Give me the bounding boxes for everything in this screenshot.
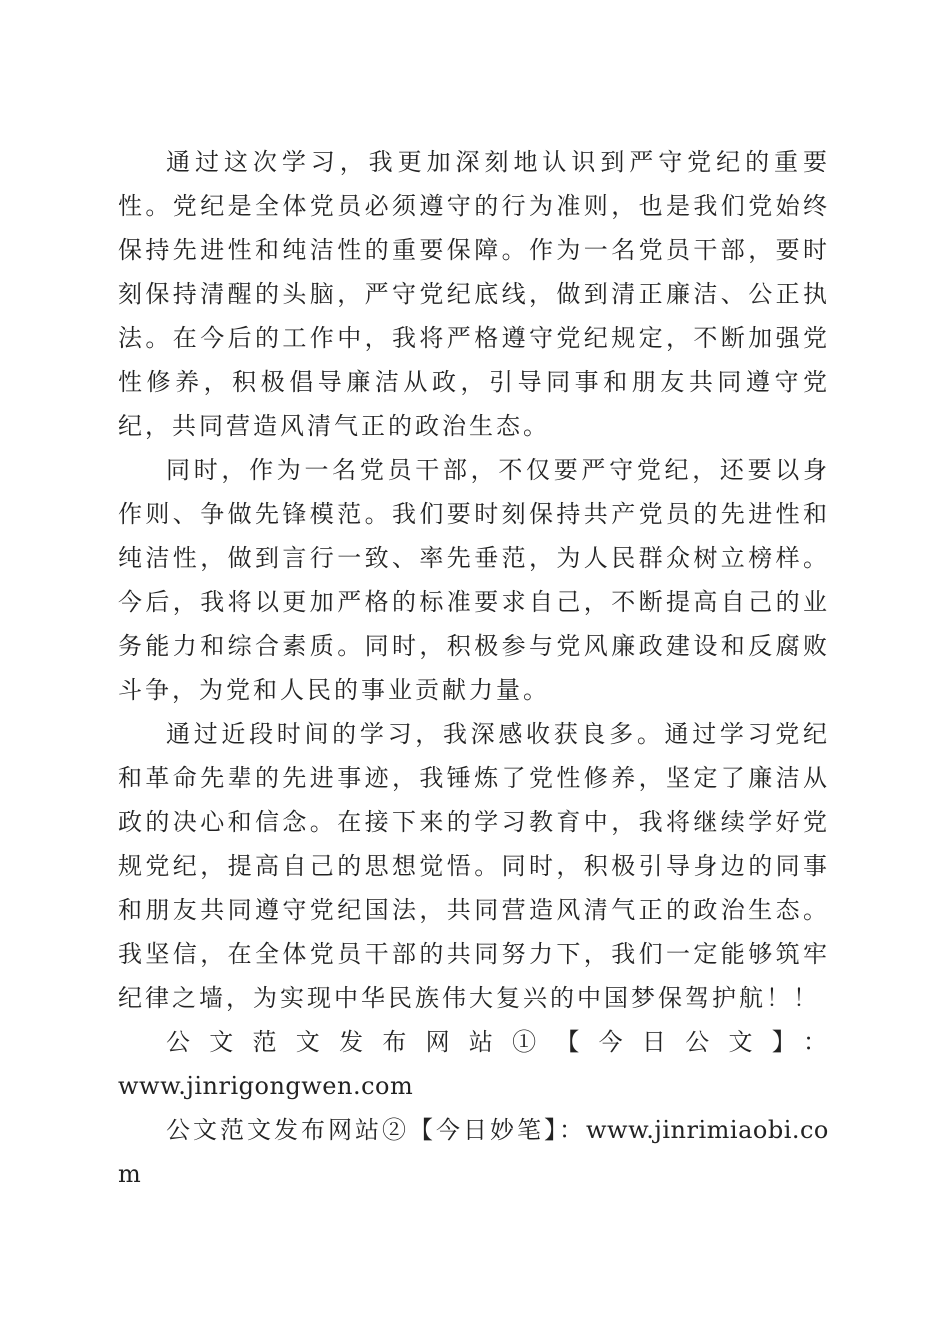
- document-body: [118, 140, 830, 1196]
- footer-site1-url[interactable]: www.jinrigongwen.com: [118, 1072, 414, 1100]
- paragraph-1: 通过这次学习，我更加深刻地认识到严守党纪的重要性。党纪是全体党员必须遵守的行为准则，也是我们党始终保持先进性和纯洁性的重要保障。作为一名党员干部，要时刻保持清醒的头脑，严守党纪底线，做到清正廉洁、公正执法。在今后的工作中，我将严格遵守党纪规定，不断加强党性修养，积极倡导廉洁从政，引导同事和朋友共同遵守党纪，共同营造风清气正的政治生态。: [118, 148, 830, 440]
- footer-site2: [118, 1108, 830, 1196]
- footer-site2-label: 公文范文发布网站②【今日妙笔】：: [166, 1116, 586, 1144]
- footer-site1-label: 公文范文发布网站①【今日公文】：: [166, 1028, 830, 1056]
- paragraph-2: 同时，作为一名党员干部，不仅要严守党纪，还要以身作则、争做先锋模范。我们要时刻保持共产党员的先进性和纯洁性，做到言行一致、率先垂范，为人民群众树立榜样。今后，我将以更加严格的标准要求自己，不断提高自己的业务能力和综合素质。同时，积极参与党风廉政建设和反腐败斗争，为党和人民的事业贡献力量。: [118, 456, 830, 704]
- footer-site2-url[interactable]: www.jinrimiaobi.com: [118, 1116, 829, 1188]
- paragraph-3: 通过近段时间的学习，我深感收获良多。通过学习党纪和革命先辈的先进事迹，我锤炼了党性修养，坚定了廉洁从政的决心和信念。在接下来的学习教育中，我将继续学好党规党纪，提高自己的思想觉悟。同时，积极引导身边的同事和朋友共同遵守党纪国法，共同营造风清气正的政治生态。我坚信，在全体党员干部的共同努力下，我们一定能够筑牢纪律之墙，为实现中华民族伟大复兴的中国梦保驾护航！！: [118, 720, 830, 1012]
